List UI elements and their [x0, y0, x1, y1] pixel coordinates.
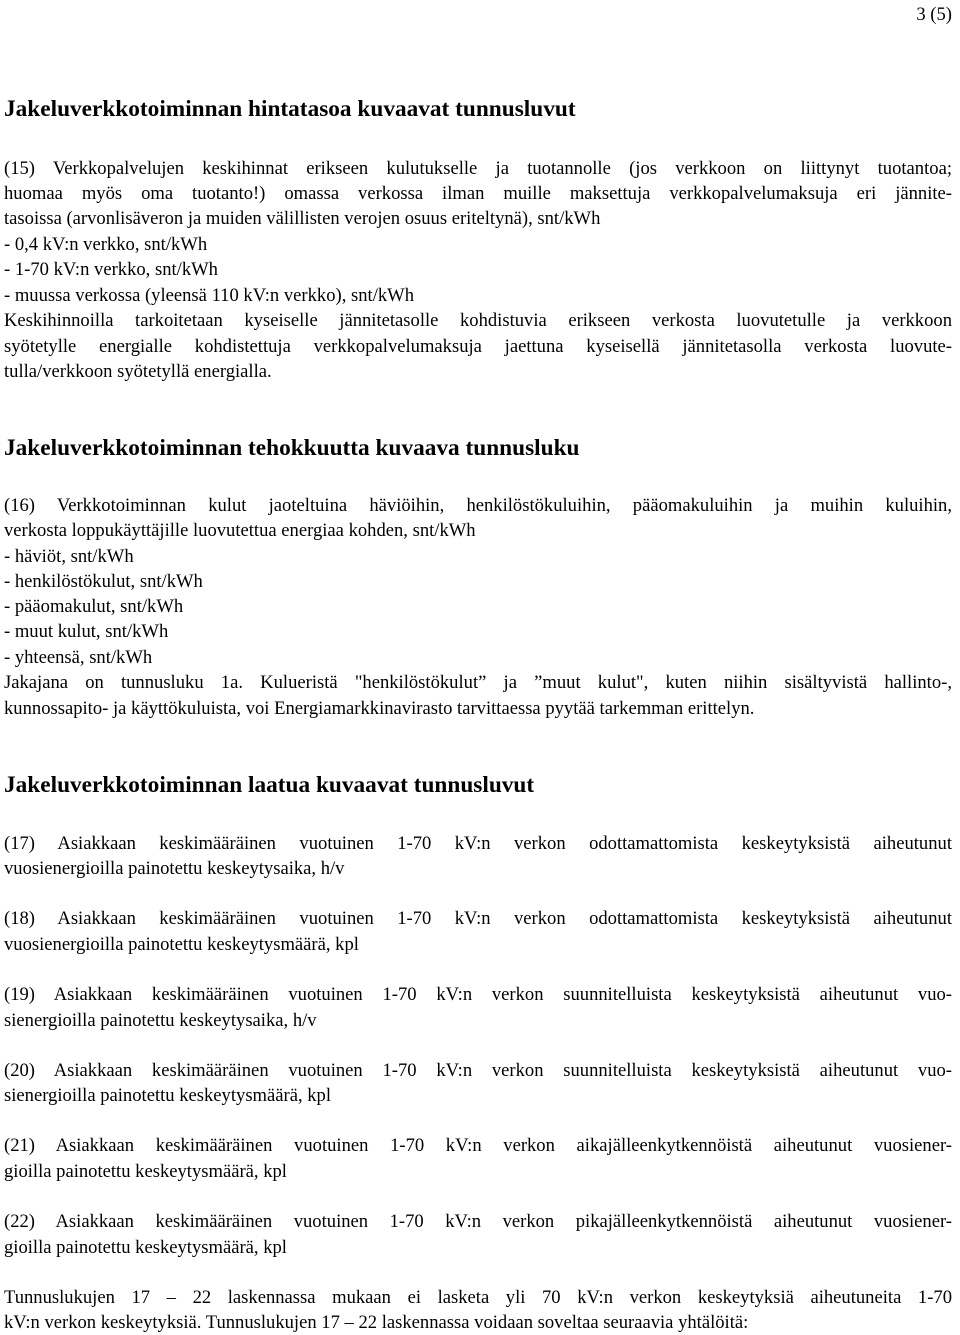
- paragraph-line: syötetylle energialle kohdistettuja verkkopalvelumaksuja jaettuna kyseisellä jännitetasolla verkosta luovute-: [4, 336, 952, 357]
- paragraph-line: kunnossapito- ja käyttökuluista, voi Energiamarkkinavirasto tarvittaessa pyytää tarkemman erittelyn.: [4, 698, 755, 719]
- list-item: - pääomakulut, snt/kWh: [4, 596, 184, 617]
- paragraph-line: (15) Verkkopalvelujen keskihinnat erikseen kulutukselle ja tuotannolle (jos verkkoon on liittynyt tuotantoa;: [4, 158, 952, 179]
- quality-item-21-cont: gioilla painotettu keskeytysmäärä, kpl: [4, 1161, 287, 1182]
- quality-item-17-cont: vuosienergioilla painotettu keskeytysaika, h/v: [4, 858, 345, 879]
- list-item: - 1-70 kV:n verkko, snt/kWh: [4, 259, 218, 280]
- paragraph-line: (16) Verkkotoiminnan kulut jaoteltuina häviöihin, henkilöstökuluihin, pääomakuluihin ja muihin kuluihin,: [4, 495, 952, 516]
- paragraph-line: verkosta loppukäyttäjille luovutettua energiaa kohden, snt/kWh: [4, 520, 476, 541]
- list-item: - yhteensä, snt/kWh: [4, 647, 153, 668]
- section-heading-price-level: Jakeluverkkotoiminnan hintatasoa kuvaavat tunnusluvut: [4, 96, 576, 122]
- paragraph-line: kV:n verkon keskeytyksiä. Tunnuslukujen 17 – 22 laskennassa voidaan soveltaa seuraavia yhtälöitä:: [4, 1312, 749, 1333]
- list-item: - muussa verkossa (yleensä 110 kV:n verkko), snt/kWh: [4, 285, 415, 306]
- quality-item-22: (22) Asiakkaan keskimääräinen vuotuinen 1-70 kV:n verkon pikajälleenkytkennöistä aiheutunut vuosiener-: [4, 1211, 952, 1232]
- paragraph-line: Keskihinnoilla tarkoitetaan kyseiselle jännitetasolle kohdistuvia erikseen verkosta luovutetulle ja verkkoon: [4, 310, 952, 331]
- section-heading-quality: Jakeluverkkotoiminnan laatua kuvaavat tunnusluvut: [4, 772, 535, 798]
- paragraph-line: huomaa myös oma tuotanto!) omassa verkossa ilman muille maksettuja verkkopalvelumaksuja eri jännite-: [4, 183, 952, 204]
- quality-item-21: (21) Asiakkaan keskimääräinen vuotuinen 1-70 kV:n verkon aikajälleenkytkennöistä aiheutunut vuosiener-: [4, 1135, 952, 1156]
- quality-item-18: (18) Asiakkaan keskimääräinen vuotuinen 1-70 kV:n verkon odottamattomista keskeytyksistä aiheutunut: [4, 908, 952, 929]
- paragraph-line: tasoissa (arvonlisäveron ja muiden välillisten verojen osuus eriteltynä), snt/kWh: [4, 208, 601, 229]
- paragraph-line: Jakajana on tunnusluku 1a. Kulueristä "henkilöstökulut” ja ”muut kulut", kuten niihin sisältyvistä hallinto-,: [4, 672, 952, 693]
- paragraph-line: Tunnuslukujen 17 – 22 laskennassa mukaan ei lasketa yli 70 kV:n verkon keskeytyksiä aiheutuneita 1-70: [4, 1287, 952, 1308]
- quality-item-19-cont: sienergioilla painotettu keskeytysaika, h/v: [4, 1010, 317, 1031]
- list-item: - muut kulut, snt/kWh: [4, 621, 169, 642]
- quality-item-20-cont: sienergioilla painotettu keskeytysmäärä, kpl: [4, 1085, 332, 1106]
- paragraph-line: tulla/verkkoon syötetyllä energialla.: [4, 361, 272, 382]
- list-item: - 0,4 kV:n verkko, snt/kWh: [4, 234, 208, 255]
- page-number: 3 (5): [916, 4, 952, 25]
- quality-item-17: (17) Asiakkaan keskimääräinen vuotuinen 1-70 kV:n verkon odottamattomista keskeytyksistä aiheutunut: [4, 833, 952, 854]
- list-item: - henkilöstökulut, snt/kWh: [4, 571, 203, 592]
- quality-item-19: (19) Asiakkaan keskimääräinen vuotuinen 1-70 kV:n verkon suunnitelluista keskeytyksistä aiheutunut vuo-: [4, 984, 952, 1005]
- list-item: - häviöt, snt/kWh: [4, 546, 134, 567]
- quality-item-22-cont: gioilla painotettu keskeytysmäärä, kpl: [4, 1237, 287, 1258]
- quality-item-20: (20) Asiakkaan keskimääräinen vuotuinen 1-70 kV:n verkon suunnitelluista keskeytyksistä aiheutunut vuo-: [4, 1060, 952, 1081]
- section-heading-efficiency: Jakeluverkkotoiminnan tehokkuutta kuvaava tunnusluku: [4, 435, 580, 461]
- quality-item-18-cont: vuosienergioilla painotettu keskeytysmäärä, kpl: [4, 934, 359, 955]
